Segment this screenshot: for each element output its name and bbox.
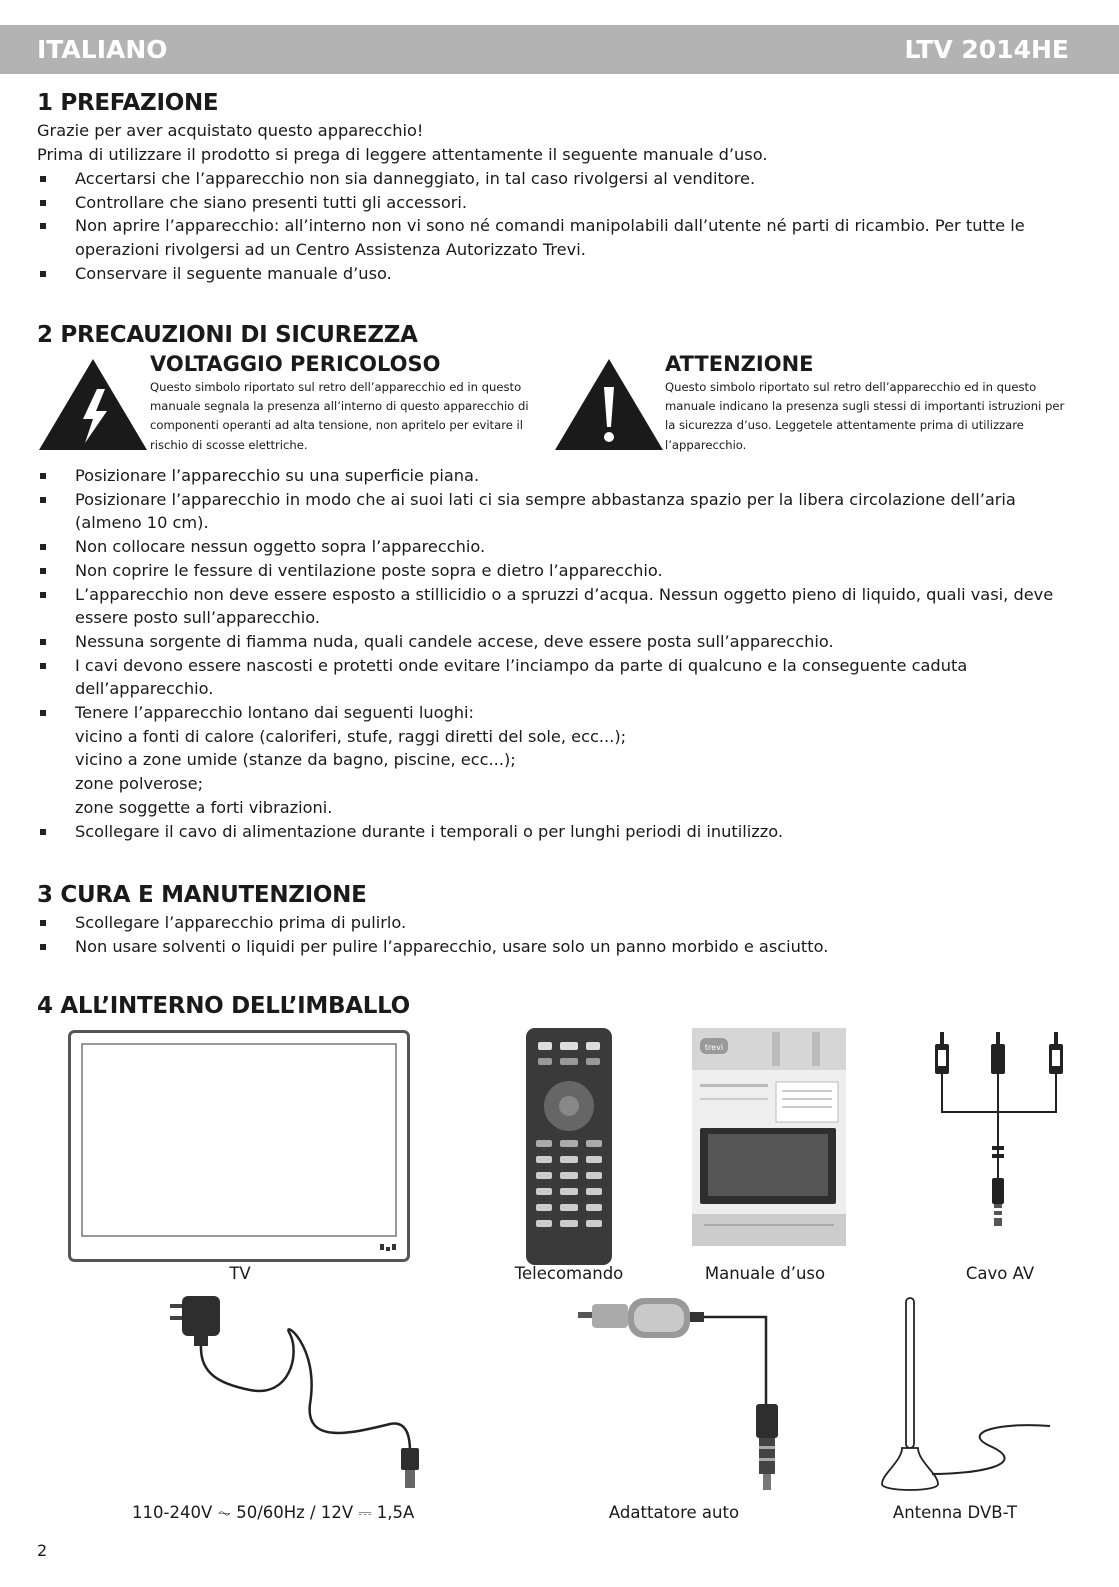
page-number: 2 [37,1541,48,1560]
av-cable-caption: Cavo AV [965,1264,1035,1283]
list-item: Posizionare l’apparecchio in modo che ai suoi lati ci sia sempre abbastanza spazio per la libera circolazione dell’aria (almeno 10 cm). [37,488,1072,535]
power-adapter-image [160,1294,432,1494]
antenna-caption: Antenna DVB-T [892,1503,1018,1522]
list-item: L’apparecchio non deve essere esposto a stillicidio o a spruzzi d’acqua. Nessun oggetto pieno di liquido, quali vasi, deve essere posto sull’apparecchio. [37,583,1072,630]
section-2-title: 2 PRECAUZIONI DI SICUREZZA [37,322,418,348]
list-item: Scollegare l’apparecchio prima di pulirlo. [37,911,1072,935]
intro-line-1: Grazie per aver acquistato questo apparecchio! [37,121,424,140]
car-adapter-image [578,1294,778,1494]
list-item: Non coprire le fessure di ventilazione poste sopra e dietro l’apparecchio. [37,559,1072,583]
voltage-warning-text: Questo simbolo riportato sul retro dell’apparecchio ed in questo manuale segnala la presenza all’interno di questo apparecchio di componenti operanti ad alta tensione, non apritelo per evitare il rischio di scosse elettriche. [150,380,529,452]
list-item: I cavi devono essere nascosti e protetti onde evitare l’inciampo da parte di qualcuno e la conseguente caduta dell’apparecchio. [37,654,1072,701]
place-line: vicino a zone umide (stanze da bagno, piscine, ecc...); [75,750,516,770]
high-voltage-warning-icon [37,357,149,452]
language-label: ITALIANO [37,35,168,64]
list-item [37,701,1072,820]
av-cable-image [930,1028,1070,1248]
intro-line-2: Prima di utilizzare il prodotto si prega di leggere attentamente il seguente manuale d’uso. [37,145,768,164]
remote-caption: Telecomando [514,1264,624,1283]
tv-caption: TV [229,1264,251,1283]
page-header [0,25,1119,74]
section-3-title: 3 CURA E MANUTENZIONE [37,882,367,908]
attention-warning-text: Questo simbolo riportato sul retro dell’apparecchio ed in questo manuale indicano la presenza sugli stessi di importanti istruzioni per la sicurezza d’uso. Leggetele attentamente prima di utilizzare l’apparecchio. [665,380,1065,452]
list-item: Controllare che siano presenti tutti gli accessori. [37,191,1072,215]
car-adapter-caption: Adattatore auto [608,1503,740,1522]
places-intro: Tenere l’apparecchio lontano dai seguenti luoghi: [75,703,474,723]
power-adapter-caption: 110-240V ⏦ 50/60Hz / 12V ⎓ 1,5A [132,1503,415,1522]
list-item: Scollegare il cavo di alimentazione durante i temporali o per lunghi periodi di inutilizzo. [37,820,1072,844]
place-line: zone soggette a forti vibrazioni. [75,797,333,817]
voltage-warning-title: VOLTAGGIO PERICOLOSO [150,352,441,376]
section-1-title: 1 PREFAZIONE [37,90,219,116]
list-item: Non usare solventi o liquidi per pulire l’apparecchio, usare solo un panno morbido e asciutto. [37,935,1072,959]
section-4-title: 4 ALL’INTERNO DELL’IMBALLO [37,993,410,1019]
user-manual-image [692,1028,846,1246]
antenna-image [880,1296,1060,1496]
list-item: Nessuna sorgente di fiamma nuda, quali candele accese, deve essere posta sull’apparecchio. [37,630,1072,654]
section-3-list [37,911,1072,958]
place-line: zone polverose; [75,774,204,794]
list-item: Conservare il seguente manuale d’uso. [37,262,1072,286]
attention-warning-title: ATTENZIONE [665,352,814,376]
remote-control-image [526,1028,612,1265]
manual-logo: trevi [704,1043,724,1052]
list-item: Non collocare nessun oggetto sopra l’apparecchio. [37,535,1072,559]
list-item: Accertarsi che l’apparecchio non sia danneggiato, in tal caso rivolgersi al venditore. [37,167,1072,191]
section-1-list [37,167,1072,286]
section-2-list [37,464,1072,843]
list-item: Non aprire l’apparecchio: all’interno non vi sono né comandi manipolabili dall’utente né parti di ricambio. Per tutte le operazioni rivolgersi ad un Centro Assistenza Autorizzato Trevi. [37,214,1072,261]
caution-warning-icon [553,357,665,452]
place-line: vicino a fonti di calore (caloriferi, stufe, raggi diretti del sole, ecc...); [75,726,627,746]
model-label: LTV 2014HE [904,35,1069,64]
manual-caption: Manuale d’uso [704,1264,826,1283]
tv-image [68,1030,410,1262]
list-item: Posizionare l’apparecchio su una superficie piana. [37,464,1072,488]
